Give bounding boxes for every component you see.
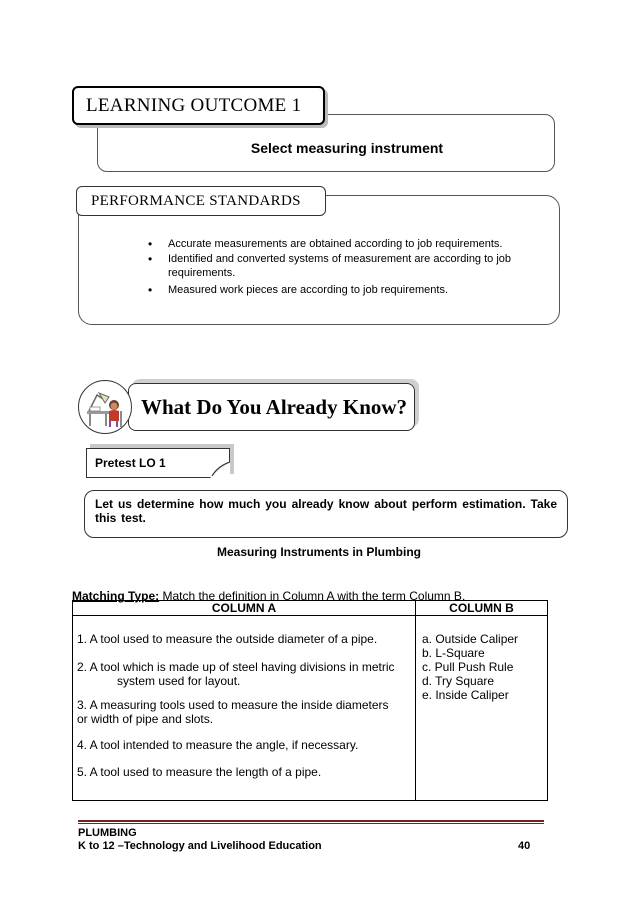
section-title: Measuring Instruments in Plumbing — [216, 545, 422, 559]
performance-standards-tab: PERFORMANCE STANDARDS — [76, 186, 326, 216]
column-b-cell — [416, 616, 548, 801]
matching-text: Match the definition in Column A with the term Column B. — [159, 589, 466, 603]
know-section-title — [128, 383, 415, 431]
matching-table — [72, 600, 548, 801]
footer-subject: PLUMBING — [78, 827, 137, 839]
column-b-item: e. Inside Caliper — [422, 688, 509, 702]
standard-item: • Identified and converted systems of measurement are according to job requirements. — [148, 252, 543, 280]
know-title-text: What Do You Already Know? — [141, 395, 408, 419]
footer-rule — [78, 823, 544, 824]
column-a-item: 2. A tool which is made up of steel having divisions in metric — [77, 660, 395, 674]
learning-outcome-subtitle: Select measuring instrument — [250, 140, 444, 156]
column-a-header: COLUMN A — [73, 601, 416, 616]
student-at-desk-icon — [78, 380, 132, 434]
performance-standards-list — [148, 237, 543, 297]
learning-outcome-tab: LEARNING OUTCOME 1 — [72, 86, 325, 125]
column-a-item: or width of pipe and slots. — [77, 712, 214, 726]
standard-item: • Measured work pieces are according to job requirements. — [148, 283, 543, 297]
column-a-cell — [73, 616, 416, 801]
column-a-item: 3. A measuring tools used to measure the inside diameters — [77, 698, 389, 712]
column-b-item: c. Pull Push Rule — [422, 660, 514, 674]
page-fold-icon — [210, 462, 230, 478]
pretest-tag: Pretest LO 1 — [86, 448, 230, 478]
column-a-item: system used for layout. — [117, 674, 241, 688]
matching-label: Matching Type: — [72, 589, 160, 603]
column-a-item: 4. A tool intended to measure the angle, if necessary. — [77, 738, 359, 752]
standard-item: • Accurate measurements are obtained according to job requirements. — [148, 237, 543, 251]
column-b-item: a. Outside Caliper — [422, 632, 519, 646]
student-at-desk-graphic — [79, 381, 131, 433]
column-a-item: 1. A tool used to measure the outside diameter of a pipe. — [77, 632, 378, 646]
footer-rule — [78, 820, 544, 822]
page-number: 40 — [518, 840, 531, 852]
column-b-item: b. L-Square — [422, 646, 485, 660]
column-b-item: d. Try Square — [422, 674, 495, 688]
pretest-intro: Let us determine how much you already know about perform estimation. Take this test. — [84, 490, 568, 538]
column-a-item: 5. A tool used to measure the length of a pipe. — [77, 765, 322, 779]
footer-course: K to 12 –Technology and Livelihood Education — [78, 840, 322, 852]
column-b-header: COLUMN B — [416, 601, 548, 616]
